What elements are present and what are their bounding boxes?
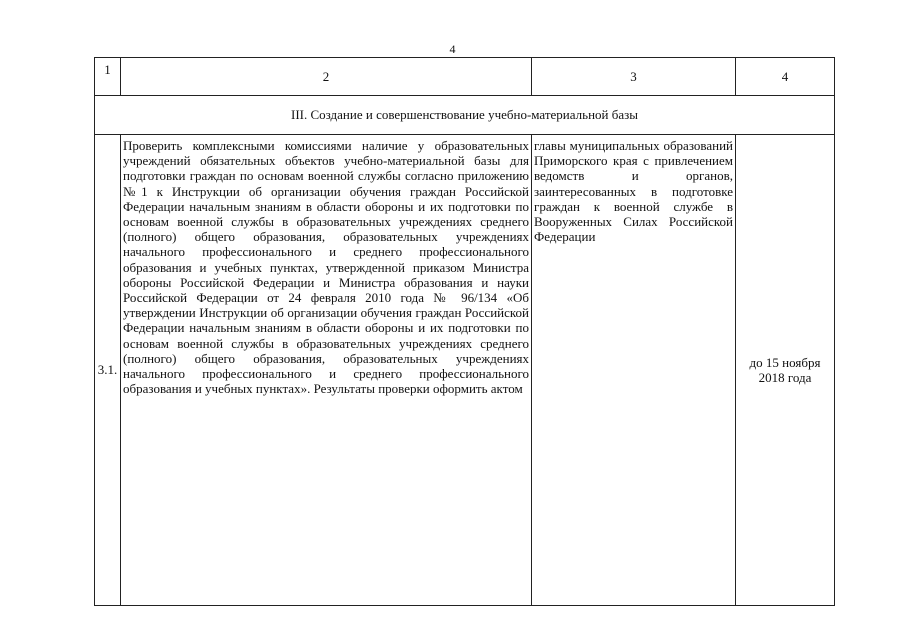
section-title: III. Создание и совершенствование учебно-материальной базы [95,96,835,135]
column-header-4: 4 [736,58,835,96]
task-description: Проверить комплексными комиссиями наличие у образовательных учреждений обязательных объектов учебно-материальной базы для подготовки граждан по основам военной службы согласно приложению №1 к Инструкции об организации обучения граждан Российской Федерации начальным знаниям в области обороны и их подготовки по основам военной службы в образовательных учреждениях среднего (полного) общего образования, образовательных учреждениях начального профессионального и среднего профессионального образования и учебных пунктах, утвержденной приказом Министра обороны Российской Федерации и Министра образования и науки Российской Федерации от 24 февраля 2010 года № 96/134 «Об утверждении Инструкции об организации обучения граждан Российской Федерации начальным знаниям в области обороны и их подготовки по основам военной службы в образовательных учреждениях среднего (полного) общего образования, образовательных учреждениях начального профессионального и среднего профессионального образования и учебных пунктах». Результаты проверки оформить актом [121,135,532,606]
plan-table [94,57,835,606]
page-number: 4 [449,42,456,56]
row-number: 3.1. [95,135,121,606]
deadline: до 15 ноября 2018 года [736,135,835,606]
table-row [95,135,835,606]
executors: главы муниципальных образований Приморского края с привлечением ведомств и органов, заинтересованных в подготовке граждан к военной службе в Вооруженных Силах Российской Федерации [532,135,736,606]
section-row [95,96,835,135]
column-header-3: 3 [532,58,736,96]
column-header-1: 1 [95,58,121,96]
column-header-2: 2 [121,58,532,96]
column-header-row [95,58,835,96]
